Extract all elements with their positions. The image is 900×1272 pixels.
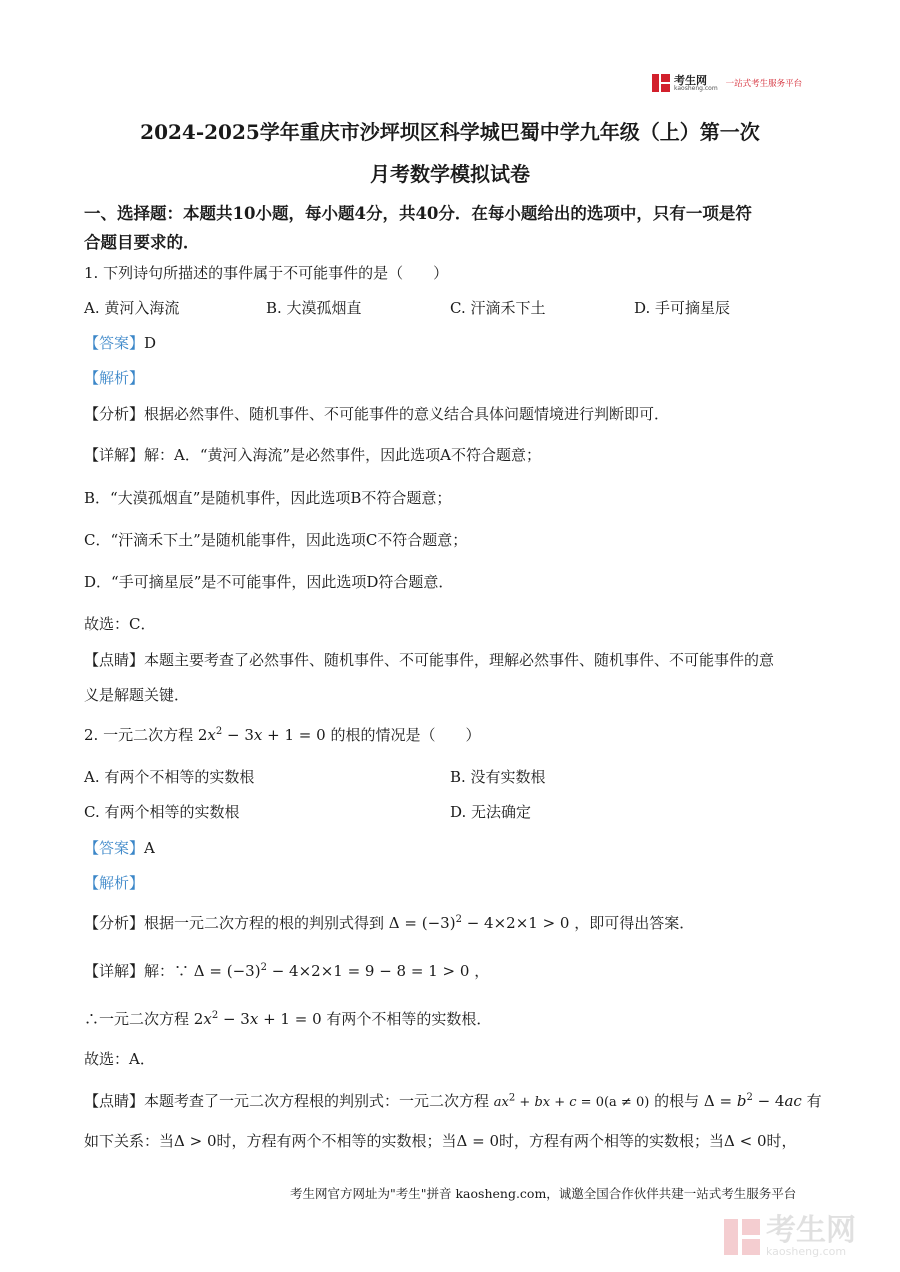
q2-option-a: A. 有两个不相等的实数根 — [84, 768, 255, 786]
logo-name: 考生网 — [674, 73, 707, 87]
kaosheng-logo-icon — [652, 74, 670, 92]
q1-line-c: C．“汗滴禾下土”是随机能事件，因此选项C不符合题意； — [84, 531, 468, 549]
q1-stem: 1. 下列诗句所描述的事件属于不可能事件的是（ ） — [84, 264, 449, 282]
q2-answer — [84, 837, 155, 858]
section-heading-line2: 合题目要求的． — [84, 233, 200, 252]
q2-option-d: D. 无法确定 — [450, 803, 532, 821]
q2-therefore: ∴一元二次方程 $2x^2 - 3x + 1 = 0$ 有两个不相等的实数根． — [84, 1010, 492, 1028]
q2-stem: 2. 一元二次方程 $2x^2 - 3x + 1 = 0$ 的根的情况是（ ） — [84, 726, 481, 744]
q1-option-c: C. 汗滴禾下土 — [450, 299, 546, 317]
logo-slogan: 一站式考生服务平台 — [725, 79, 803, 89]
watermark-name: 考生网 — [766, 1213, 856, 1248]
q2-option-c: C. 有两个相等的实数根 — [84, 803, 240, 821]
q2-analysis-tag: 【解析】 — [84, 874, 145, 892]
section-heading-line1: 一、选择题：本题共10小题，每小题4分，共40分．在每小题给出的选项中，只有一项是符 — [84, 204, 752, 223]
q1-line-d: D．“手可摘星辰”是不可能事件，因此选项D符合题意． — [84, 573, 454, 591]
q2-answer-value: A — [144, 839, 155, 857]
q2-option-b: B. 没有实数根 — [450, 768, 546, 786]
discriminant-calc: $\Delta = (-3)^2 - 4\times 2\times 1 = 9 - 8 = 1 > 0$ — [193, 962, 470, 980]
q2-xiangjie: 【详解】解：∵ $\Delta = (-3)^2 - 4\times 2\times 1 = 9 - 8 = 1 > 0$ ， — [84, 962, 490, 980]
general-quadratic: $ax^2$ + bx + c = 0(a ≠ 0) — [493, 1092, 650, 1110]
watermark-domain: kaosheng.com — [766, 1245, 847, 1258]
answer-tag: 【答案】 — [84, 334, 145, 352]
q1-answer — [84, 332, 156, 353]
q2-relation: 如下关系：当Δ > 0时，方程有两个不相等的实数根；当Δ = 0时，方程有两个相等的实数根；当Δ < 0时， — [84, 1132, 797, 1150]
exam-title-line2: 月考数学模拟试卷 — [370, 162, 530, 186]
q1-fenxi: 【分析】根据必然事件、随机事件、不可能事件的意义结合具体问题情境进行判断即可． — [84, 405, 670, 423]
logo-domain: kaosheng.com — [674, 84, 718, 92]
q2-fenxi: 【分析】根据一元二次方程的根的判别式得到 $\Delta = (-3)^2 - 4\times 2\times 1 > 0$ ，即可得出答案． — [84, 914, 695, 932]
equation: $2x^2 - 3x + 1 = 0$ — [193, 1010, 322, 1028]
kaosheng-watermark-icon — [724, 1219, 760, 1255]
footer-text: 考生网官方网址为"考生"拼音 kaosheng.com，诚邀全国合作伙伴共建一站式考生服务平台 — [290, 1186, 797, 1201]
watermark — [724, 1213, 856, 1258]
q2-dianjing: 【点睛】本题考查了一元二次方程根的判别式：一元二次方程 $ax^2$ + bx + c = 0(a ≠ 0) 的根与 $\Delta = b^2 - 4ac$ 有 — [84, 1092, 822, 1110]
q1-xiangjie: 【详解】解：A．“黄河入海流”是必然事件，因此选项A不符合题意； — [84, 446, 542, 464]
q1-option-a: A. 黄河入海流 — [84, 299, 180, 317]
discriminant-formula: $\Delta = b^2 - 4ac$ — [703, 1092, 802, 1110]
discriminant-expression: $\Delta = (-3)^2 - 4\times 2\times 1 > 0$ — [388, 914, 570, 932]
q1-analysis-tag: 【解析】 — [84, 369, 145, 387]
q1-answer-value: D — [144, 334, 157, 352]
q1-option-b: B. 大漠孤烟直 — [266, 299, 362, 317]
q1-option-d: D. 手可摘星辰 — [634, 299, 731, 317]
q1-choose: 故选：C． — [84, 615, 156, 633]
answer-tag: 【答案】 — [84, 839, 145, 857]
q1-dianjing-line1: 【点睛】本题主要考查了必然事件、随机事件、不可能事件，理解必然事件、随机事件、不可能事件的意 — [84, 651, 775, 669]
q1-dianjing-line2: 义是解题关键． — [84, 686, 190, 704]
q2-choose: 故选：A． — [84, 1050, 155, 1068]
exam-title-line1: 2024-2025学年重庆市沙坪坝区科学城巴蜀中学九年级（上）第一次 — [140, 120, 760, 144]
equation: $2x^2 - 3x + 1 = 0$ — [197, 726, 326, 744]
q1-line-b: B．“大漠孤烟直”是随机事件，因此选项B不符合题意； — [84, 489, 452, 507]
site-logo — [652, 74, 802, 92]
